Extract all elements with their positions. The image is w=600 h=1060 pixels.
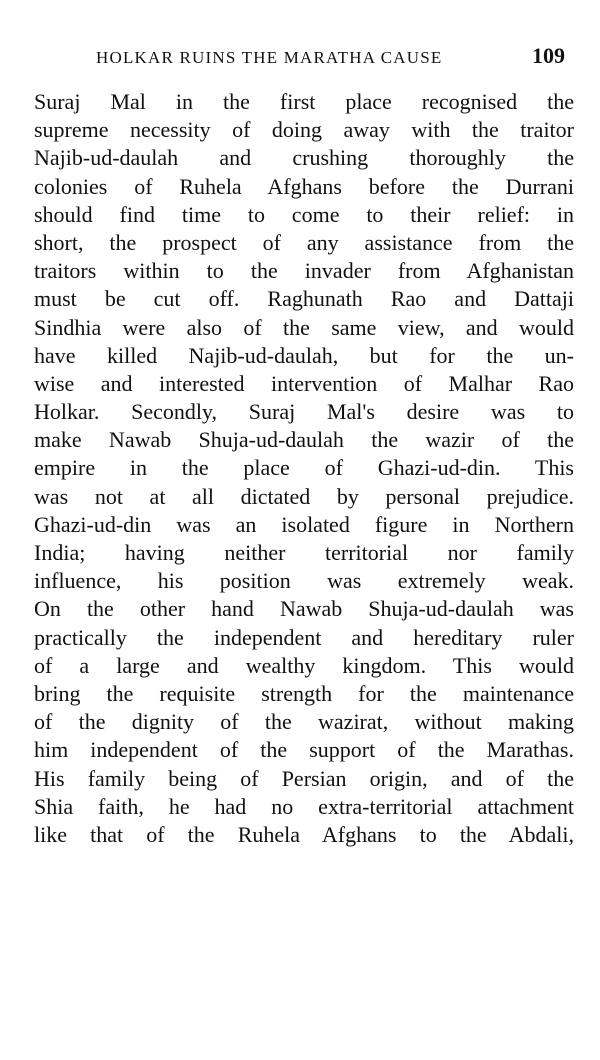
text-line: wise and interested intervention of Malhar Rao	[34, 370, 574, 396]
text-line: was not at all dictated by personal prejudice.	[34, 483, 574, 509]
text-line: India; having neither territorial nor family	[34, 540, 574, 565]
text-line: bring the requisite strength for the maintenance	[34, 680, 574, 706]
page-number: 109	[532, 43, 565, 68]
running-title: HOLKAR RUINS THE MARATHA CAUSE	[96, 48, 443, 67]
text-line: Sindhia were also of the same view, and would	[34, 314, 574, 340]
text-line: Najib-ud-daulah and crushing thoroughly the	[34, 145, 574, 171]
text-line: influence, his position was extremely weak.	[34, 568, 574, 594]
text-line: traitors within to the invader from Afghanistan	[34, 258, 574, 284]
text-line: Suraj Mal in the first place recognised the	[34, 89, 574, 114]
text-line: practically the independent and hereditary ruler	[34, 624, 574, 650]
text-line: On the other hand Nawab Shuja-ud-daulah was	[34, 596, 574, 622]
text-line: must be cut off. Raghunath Rao and Dattaji	[34, 286, 574, 312]
text-line: short, the prospect of any assistance from the	[34, 229, 574, 255]
text-line: empire in the place of Ghazi-ud-din. This	[34, 455, 574, 481]
running-head	[0, 44, 600, 76]
text-line: like that of the Ruhela Afghans to the Abdali,	[34, 821, 574, 847]
text-line: Holkar. Secondly, Suraj Mal's desire was to	[34, 399, 574, 425]
text-line: have killed Najib-ud-daulah, but for the un-	[34, 342, 574, 368]
body-text	[34, 88, 574, 849]
text-line: Ghazi-ud-din was an isolated figure in Northern	[34, 511, 574, 537]
text-line: him independent of the support of the Marathas.	[34, 737, 574, 763]
text-line: His family being of Persian origin, and of the	[34, 765, 574, 791]
text-line: of a large and wealthy kingdom. This would	[34, 652, 574, 678]
text-line: colonies of Ruhela Afghans before the Durrani	[34, 173, 574, 199]
text-line: should find time to come to their relief: in	[34, 201, 574, 227]
text-line: supreme necessity of doing away with the traitor	[34, 117, 574, 143]
text-line: Shia faith, he had no extra-territorial attachment	[34, 793, 574, 819]
text-line: make Nawab Shuja-ud-daulah the wazir of the	[34, 427, 574, 453]
text-line: of the dignity of the wazirat, without making	[34, 709, 574, 735]
